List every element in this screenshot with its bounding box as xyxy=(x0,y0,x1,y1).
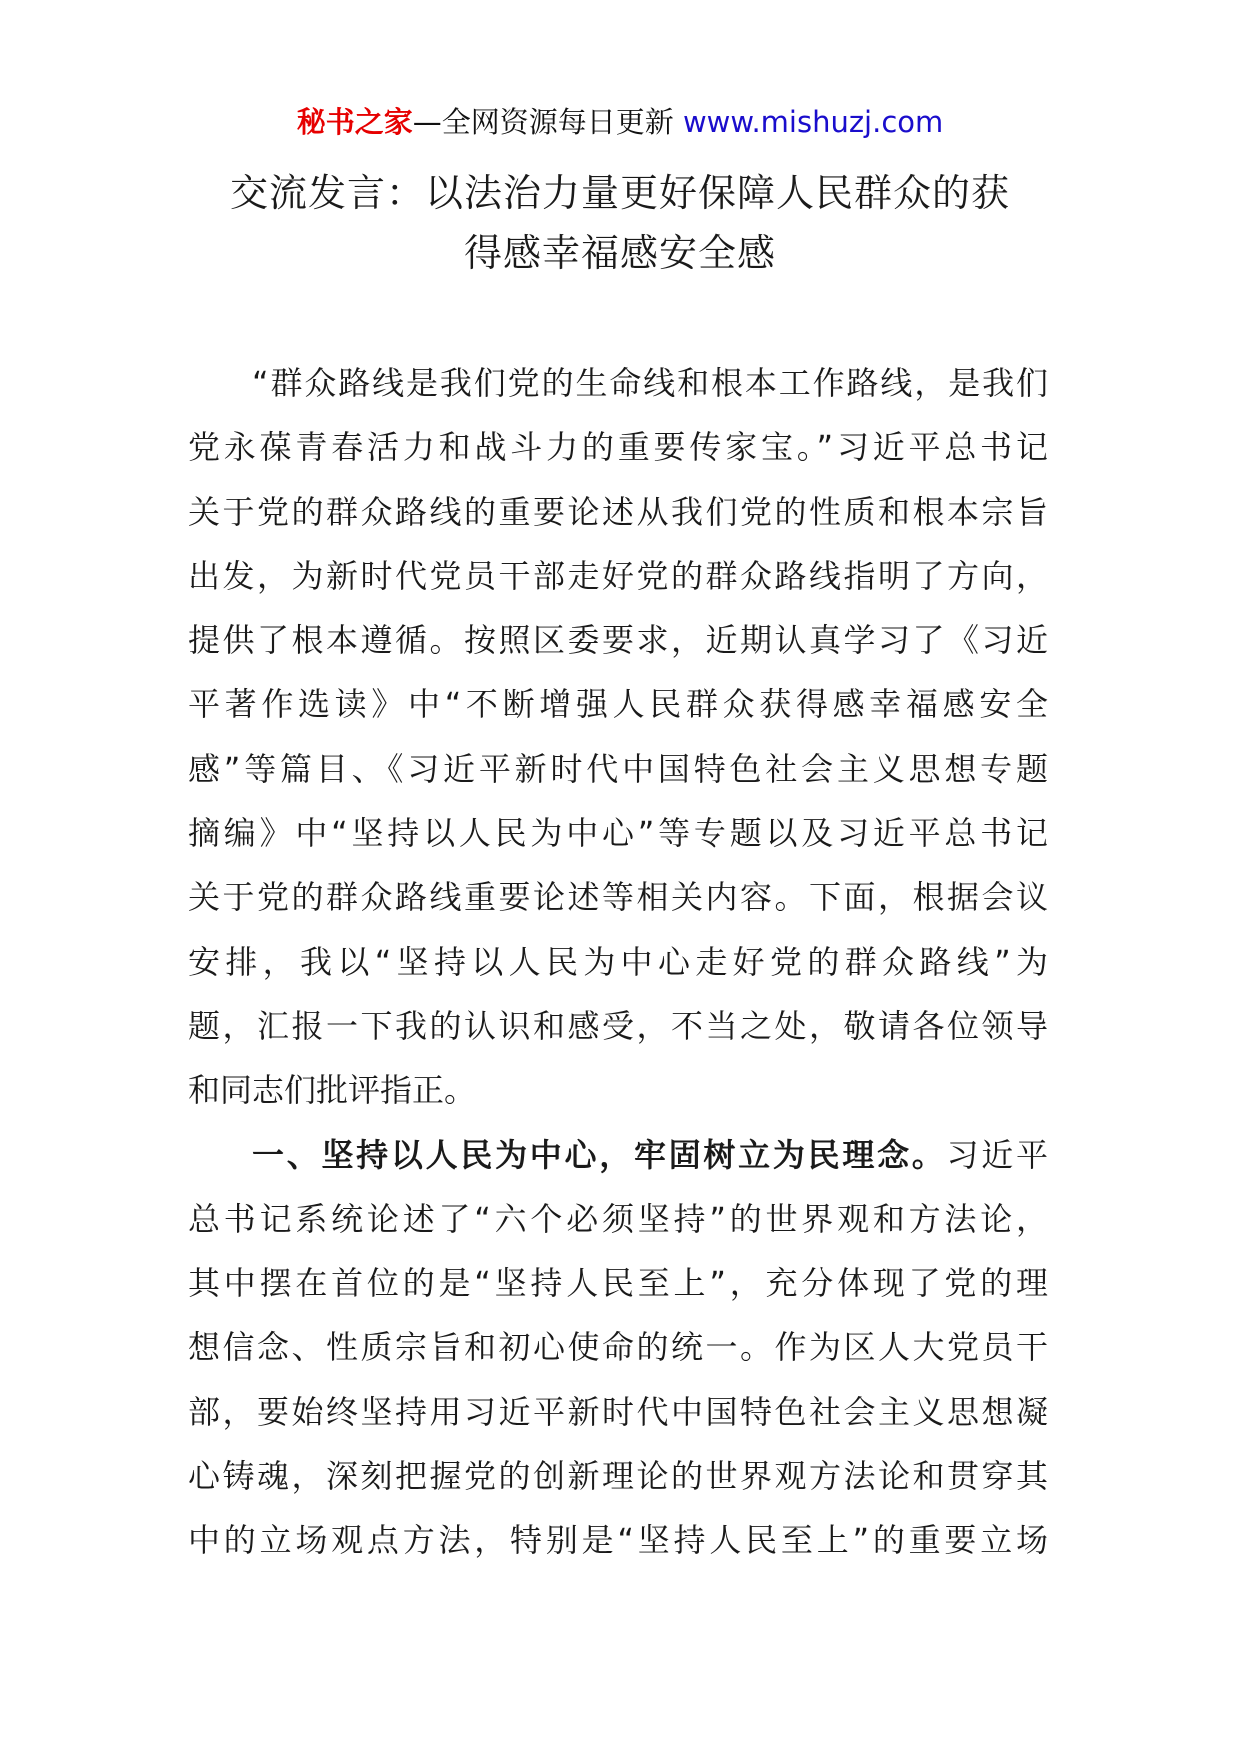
text-line: 党永葆青春活力和战斗力的重要传家宝。”习近平总书记 xyxy=(188,428,1048,467)
text-line: 出发，为新时代党员干部走好党的群众路线指明了方向， xyxy=(188,556,1048,595)
text-line: 中的立场观点方法，特别是“坚持人民至上”的重要立场 xyxy=(188,1521,1048,1560)
text-line: 想信念、性质宗旨和初心使命的统一。作为区人大党员干 xyxy=(188,1328,1048,1367)
text-line: 关于党的群众路线重要论述等相关内容。下面，根据会议 xyxy=(188,878,1048,917)
title-line-1: 交流发言：以法治力量更好保障人民群众的获 xyxy=(229,171,1010,215)
text-line: 感”等篇目、《习近平新时代中国特色社会主义思想专题 xyxy=(188,749,1048,788)
text-line: 安排，我以“坚持以人民为中心走好党的群众路线”为 xyxy=(188,942,1048,981)
brand-name: 秘书之家 xyxy=(296,105,413,139)
title-line-2: 得感幸福感安全感 xyxy=(463,231,776,275)
document-title xyxy=(160,163,1080,283)
text-line: 其中摆在首位的是“坚持人民至上”，充分体现了党的理 xyxy=(188,1264,1048,1303)
section-heading: 一、坚持以人民为中心，牢固树立为民理念。 xyxy=(252,1135,947,1174)
text-line: “群众路线是我们党的生命线和根本工作路线，是我们 xyxy=(252,364,1048,402)
text-line: 部，要始终坚持用习近平新时代中国特色社会主义思想凝 xyxy=(188,1392,1048,1431)
site-url-link[interactable]: www.mishuzj.com xyxy=(682,105,944,139)
text-line: 题，汇报一下我的认识和感受，不当之处，敬请各位领导 xyxy=(188,1006,1048,1045)
text-line: 和同志们批评指正。 xyxy=(188,1071,477,1110)
text-line: 平著作选读》中“不断增强人民群众获得感幸福感安全 xyxy=(188,685,1048,724)
section-heading-line xyxy=(188,1123,1048,1187)
text-line: 提供了根本遵循。按照区委要求，近期认真学习了《习近 xyxy=(188,621,1048,660)
document-body xyxy=(188,351,1048,1573)
paragraph-2 xyxy=(188,1123,1048,1573)
header-tagline: —全网资源每日更新 xyxy=(412,105,674,139)
text-line: 摘编》中“坚持以人民为中心”等专题以及习近平总书记 xyxy=(188,814,1048,853)
text-line: 总书记系统论述了“六个必须坚持”的世界观和方法论， xyxy=(188,1199,1048,1238)
text-line: 关于党的群众路线的重要论述从我们党的性质和根本宗旨 xyxy=(188,492,1048,531)
header-banner xyxy=(0,102,1240,142)
text-run: 习近平 xyxy=(946,1135,1048,1174)
paragraph-1 xyxy=(188,351,1048,1123)
text-line: 心铸魂，深刻把握党的创新理论的世界观方法论和贯穿其 xyxy=(188,1457,1048,1496)
